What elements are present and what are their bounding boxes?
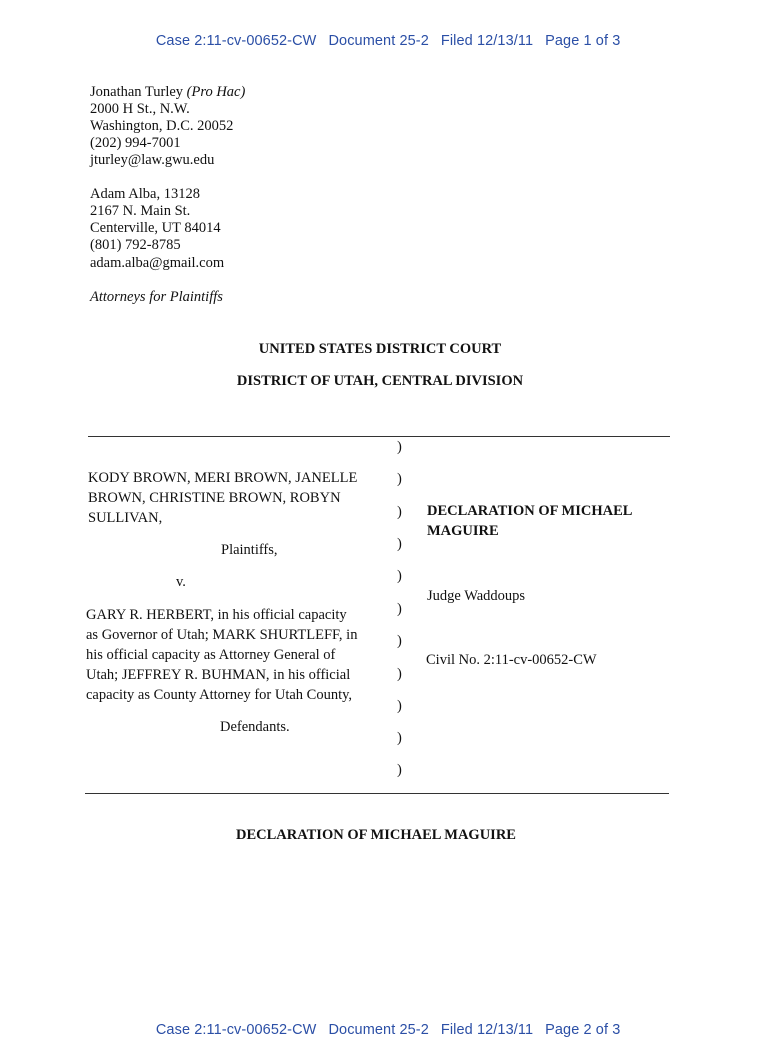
attorney-email: jturley@law.gwu.edu bbox=[90, 152, 215, 168]
header-document-number: Document 25-2 bbox=[328, 1022, 429, 1038]
caption-paren: ) bbox=[397, 568, 402, 584]
header-filed-date: Filed 12/13/11 bbox=[440, 1022, 534, 1038]
defendants-line: as Governor of Utah; MARK SHURTLEFF, in bbox=[86, 627, 358, 643]
civil-case-number: Civil No. 2:11-cv-00652-CW bbox=[426, 652, 597, 668]
declaration-title: DECLARATION OF MICHAEL MAGUIRE bbox=[236, 827, 516, 843]
plaintiffs-line: BROWN, CHRISTINE BROWN, ROBYN bbox=[88, 490, 341, 506]
attorney-address-line2: Centerville, UT 84014 bbox=[90, 220, 221, 236]
attorney-address-line1: 2000 H St., N.W. bbox=[90, 101, 190, 117]
defendants-label: Defendants. bbox=[220, 719, 290, 735]
defendants-line: Utah; JEFFREY R. BUHMAN, in his official bbox=[86, 667, 351, 683]
judge-name: Judge Waddoups bbox=[427, 588, 526, 604]
caption-top-rule bbox=[88, 436, 670, 437]
attorney-name-text: Jonathan Turley bbox=[90, 84, 187, 100]
header-case-number: Case 2:11-cv-00652-CW bbox=[155, 1022, 317, 1038]
ecf-header-bottom bbox=[0, 1006, 768, 1038]
court-name: UNITED STATES DISTRICT COURT bbox=[258, 341, 502, 357]
attorney-name: Adam Alba, 13128 bbox=[90, 186, 200, 202]
header-filed-date: Filed 12/13/11 bbox=[440, 33, 534, 49]
defendants-line: his official capacity as Attorney General of bbox=[86, 647, 336, 663]
caption-paren: ) bbox=[397, 471, 402, 487]
defendants-line: GARY R. HERBERT, in his official capacity bbox=[86, 607, 347, 623]
defendants-line: capacity as County Attorney for Utah County, bbox=[86, 687, 353, 703]
document-title-line: MAGUIRE bbox=[427, 523, 499, 539]
document-title-line: DECLARATION OF MICHAEL bbox=[427, 503, 633, 519]
caption-paren: ) bbox=[397, 633, 402, 649]
attorney-phone: (202) 994-7001 bbox=[90, 135, 181, 151]
caption-paren: ) bbox=[397, 439, 402, 455]
caption-paren: ) bbox=[397, 762, 402, 778]
court-division: DISTRICT OF UTAH, CENTRAL DIVISION bbox=[236, 373, 524, 389]
plaintiffs-label: Plaintiffs, bbox=[221, 542, 278, 558]
plaintiffs-line: KODY BROWN, MERI BROWN, JANELLE bbox=[88, 470, 358, 486]
caption-paren: ) bbox=[397, 698, 402, 714]
header-page-number: Page 1 of 3 bbox=[545, 33, 621, 49]
attorneys-for-label: Attorneys for Plaintiffs bbox=[90, 289, 223, 305]
header-document-number: Document 25-2 bbox=[328, 33, 429, 49]
ecf-header-top bbox=[0, 17, 768, 49]
caption-paren: ) bbox=[397, 666, 402, 682]
versus-label: v. bbox=[176, 574, 186, 590]
caption-paren: ) bbox=[397, 730, 402, 746]
pro-hac-label: (Pro Hac) bbox=[186, 84, 246, 100]
attorney-address-line1: 2167 N. Main St. bbox=[90, 203, 191, 219]
caption-bottom-rule bbox=[85, 793, 669, 794]
attorney-name bbox=[90, 84, 245, 101]
caption-paren: ) bbox=[397, 601, 402, 617]
caption-paren: ) bbox=[397, 504, 402, 520]
header-page-number: Page 2 of 3 bbox=[545, 1022, 621, 1038]
header-case-number: Case 2:11-cv-00652-CW bbox=[155, 33, 317, 49]
attorney-phone: (801) 792-8785 bbox=[90, 237, 181, 253]
attorney-address-line2: Washington, D.C. 20052 bbox=[90, 118, 234, 134]
caption-paren: ) bbox=[397, 536, 402, 552]
attorney-email: adam.alba@gmail.com bbox=[90, 255, 225, 271]
plaintiffs-line: SULLIVAN, bbox=[88, 510, 163, 526]
